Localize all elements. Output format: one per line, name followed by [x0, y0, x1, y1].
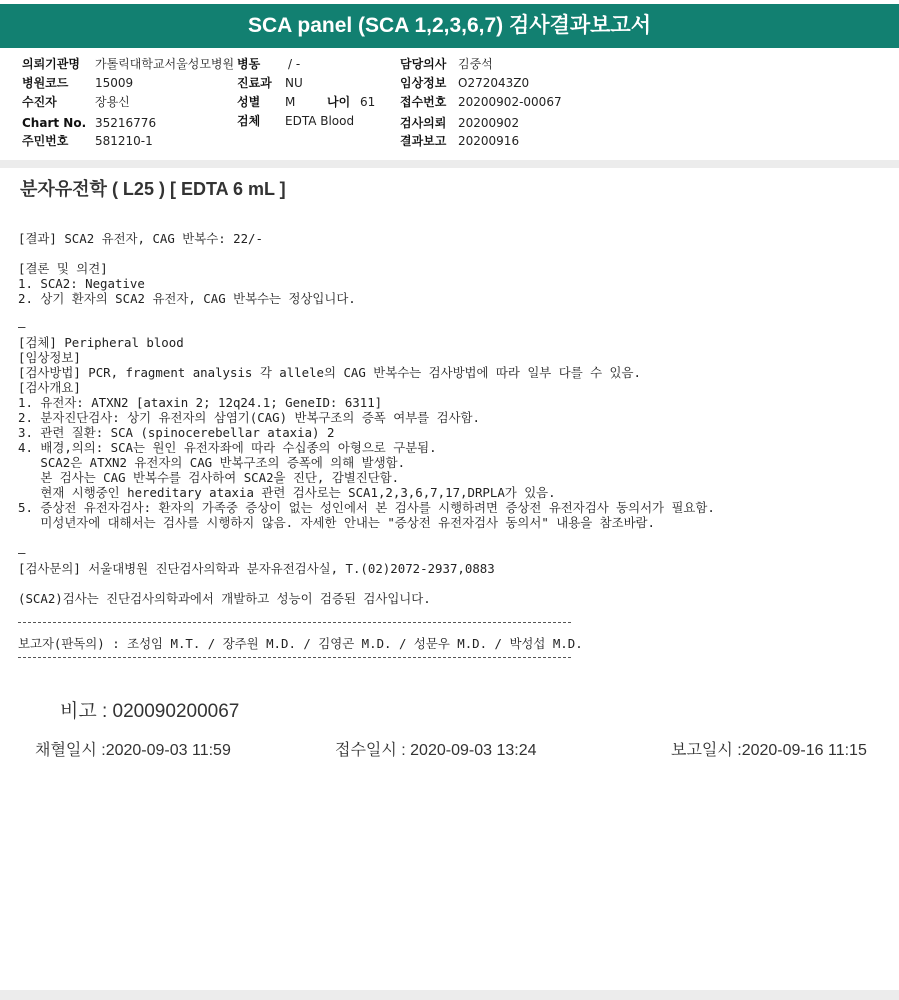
- reporters-line: 보고자(판독의) : 조성임 M.T. / 장주원 M.D. / 김영곤 M.D. / 성문우 M.D. / 박성섭 M.D.: [18, 636, 583, 651]
- section-title: 분자유전학 ( L25 ) [ EDTA 6 mL ]: [20, 179, 286, 199]
- specimen-label: 검체: [237, 114, 261, 128]
- chart-no-value: 35216776: [95, 116, 157, 130]
- chart-no-label: Chart No.: [22, 116, 87, 130]
- patient-info-table: [0, 50, 899, 158]
- sex-label: 성별: [237, 95, 261, 109]
- section-separator: [0, 160, 899, 168]
- accession-label: 접수번호: [400, 95, 447, 109]
- ward-value: / -: [288, 57, 301, 71]
- department-label: 진료과: [237, 76, 272, 90]
- method-line: [검사방법] PCR, fragment analysis 각 allele의 CAG 반복수는 검사방법에 따라 일부 다를 수 있음.: [18, 365, 641, 380]
- request-date-value: 20200902: [458, 116, 520, 130]
- request-date-label: 검사의뢰: [400, 116, 447, 130]
- overview-line-2: 2. 분자진단검사: 상기 유전자의 삼염기(CAG) 반복구조의 증폭 여부를 검사함.: [18, 410, 480, 425]
- hospital-label: 의뢰기관명: [22, 57, 80, 71]
- specimen-line: [검체] Peripheral blood: [18, 335, 184, 350]
- hospital-code-value: 15009: [95, 76, 134, 90]
- sex-value: M: [285, 95, 296, 109]
- overview-line-5: 5. 증상전 유전자검사: 환자의 가족중 증상이 없는 성인에서 본 검사를 시행하려면 증상전 유전자검사 동의서가 필요함.: [18, 500, 715, 515]
- reported-time: 보고일시 :2020-09-16 11:15: [671, 742, 867, 759]
- overview-line-4b: SCA2은 ATXN2 유전자의 CAG 반복구조의 증폭에 의해 발생함.: [18, 455, 406, 470]
- contact-line: [검사문의] 서울대병원 진단검사의학과 분자유전검사실, T.(02)2072-2937,0883: [18, 561, 495, 576]
- clinical-info-line: [임상정보]: [18, 350, 81, 365]
- hospital-value: 가톨릭대학교서울성모병원: [95, 57, 235, 71]
- divider-dash: —: [18, 319, 26, 334]
- conclusion-heading: [결론 및 의견]: [18, 261, 108, 276]
- rrn-value: 581210-1: [95, 134, 153, 148]
- overview-heading: [검사개요]: [18, 380, 81, 395]
- overview-line-1: 1. 유전자: ATXN2 [ataxin 2; 12q24.1; GeneID: 6311]: [18, 395, 383, 410]
- conclusion-line-2: 2. 상기 환자의 SCA2 유전자, CAG 반복수는 정상입니다.: [18, 291, 356, 306]
- report-title: SCA panel (SCA 1,2,3,6,7) 검사결과보고서: [0, 4, 899, 48]
- validation-line: (SCA2)검사는 진단검사의학과에서 개발하고 성능이 검증된 검사입니다.: [18, 591, 431, 606]
- doctor-value: 김중석: [458, 57, 493, 71]
- received-time: 접수일시 : 2020-09-03 13:24: [335, 742, 537, 759]
- divider-dash-2: —: [18, 545, 26, 560]
- result-line: [결과] SCA2 유전자, CAG 반복수: 22/-: [18, 231, 263, 246]
- overview-line-4c: 본 검사는 CAG 반복수를 검사하여 SCA2을 진단, 감별진단함.: [18, 470, 400, 485]
- dashed-rule-top: [18, 622, 571, 623]
- report-date-label: 결과보고: [400, 134, 447, 148]
- conclusion-line-1: 1. SCA2: Negative: [18, 276, 145, 291]
- clinical-info-value: O272043Z0: [458, 76, 530, 90]
- overview-line-5b: 미성년자에 대해서는 검사를 시행하지 않음. 자세한 안내는 "증상전 유전자검사 동의서" 내용을 참조바람.: [18, 515, 655, 530]
- overview-line-3: 3. 관련 질환: SCA (spinocerebellar ataxia) 2: [18, 425, 335, 440]
- doctor-label: 담당의사: [400, 57, 447, 71]
- dashed-rule-bottom: [18, 657, 571, 658]
- bottom-edge: [0, 990, 899, 1000]
- accession-value: 20200902-00067: [458, 95, 562, 109]
- age-label: 나이: [327, 95, 351, 109]
- note-line: 비고 : 020090200067: [60, 701, 240, 722]
- patient-value: 장용신: [95, 95, 130, 109]
- overview-line-4: 4. 배경,의의: SCA는 원인 유전자좌에 따라 수십종의 아형으로 구분됨.: [18, 440, 437, 455]
- collection-time: 채혈일시 :2020-09-03 11:59: [35, 742, 231, 759]
- department-value: NU: [285, 76, 303, 90]
- rrn-label: 주민번호: [22, 134, 69, 148]
- report-date-value: 20200916: [458, 134, 520, 148]
- hospital-code-label: 병원코드: [22, 76, 69, 90]
- specimen-value: EDTA Blood: [285, 114, 355, 128]
- ward-label: 병동: [237, 57, 261, 71]
- age-value: 61: [360, 95, 376, 109]
- clinical-info-label: 임상정보: [400, 76, 447, 90]
- overview-line-4d: 현재 시행중인 hereditary ataxia 관련 검사로는 SCA1,2,3,6,7,17,DRPLA가 있음.: [18, 485, 556, 500]
- patient-label: 수진자: [22, 95, 57, 109]
